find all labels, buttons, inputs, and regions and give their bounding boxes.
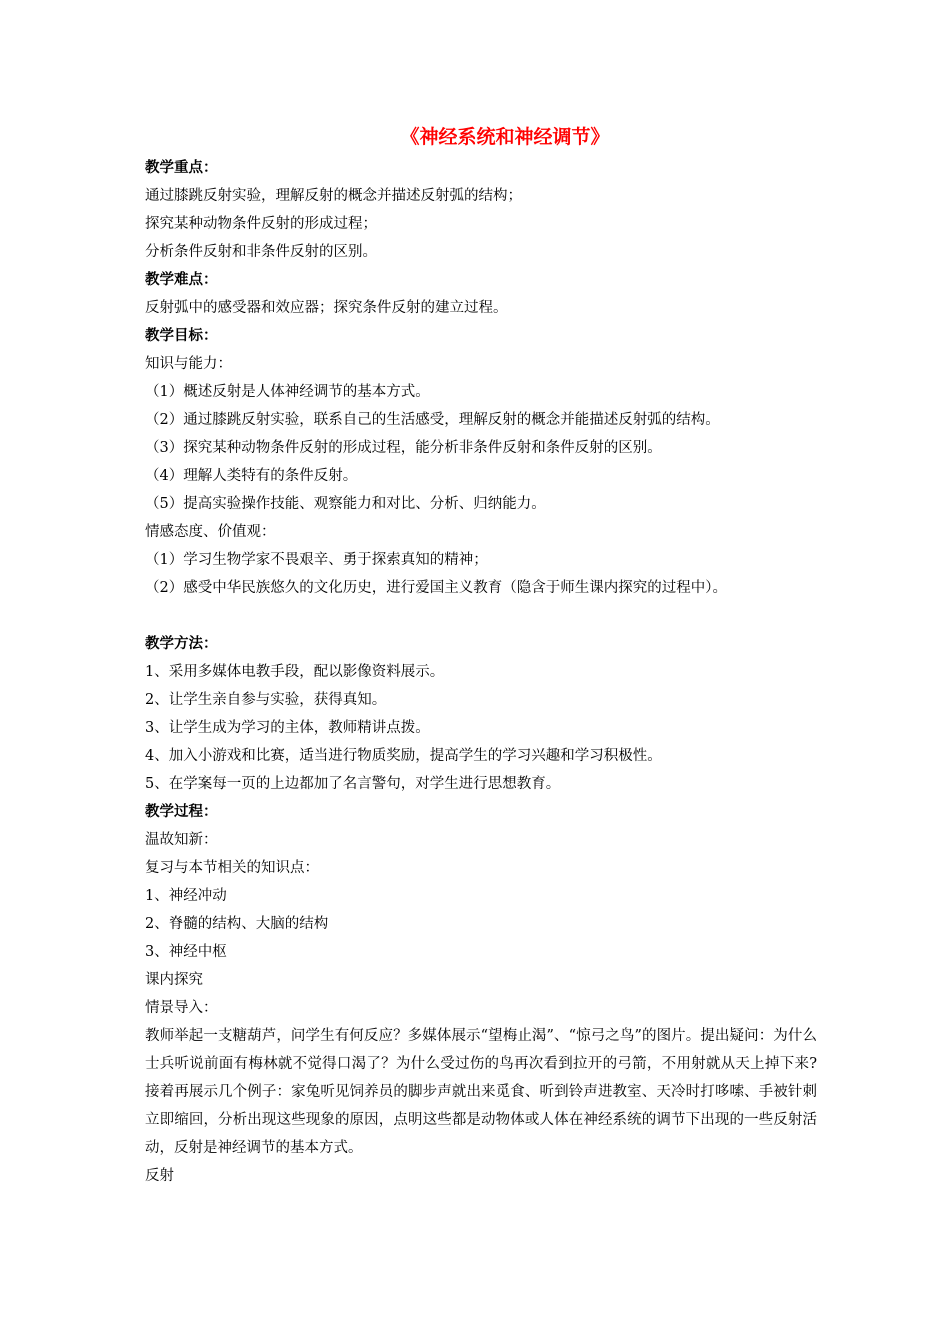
key-points-heading: 教学重点： <box>145 160 218 176</box>
objectives-subheading: 知识与能力： <box>145 356 232 372</box>
document-page <box>145 122 825 1190</box>
intro-paragraph: 教师举起一支糖葫芦，问学生有何反应？多媒体展示“望梅止渴”、“惊弓之鸟”的图片。提出疑问：为什么士兵听说前面有梅林就不觉得口渴了？为什么受过伤的鸟再次看到拉开的弓箭，不用射就从天上掉下来?接着再展示几个例子：家兔听见饲养员的脚步声就出来觅食、听到铃声进教室、天冷时打哆嗦、手被针刺立即缩回，分析出现这些现象的原因，点明这些都是动物体或人体在神经系统的调节下出现的一些反射活动，反射是神经调节的基本方式。 <box>145 1028 817 1156</box>
process-line: 3、神经中枢 <box>145 944 227 960</box>
key-point-line: 通过膝跳反射实验，理解反射的概念并描述反射弧的结构； <box>145 188 522 204</box>
method-line: 1、采用多媒体电教手段，配以影像资料展示。 <box>145 664 445 680</box>
process-line: 反射 <box>145 1168 174 1184</box>
process-line: 课内探究 <box>145 972 203 988</box>
methods-heading: 教学方法： <box>145 636 218 652</box>
method-line: 4、加入小游戏和比赛，适当进行物质奖励，提高学生的学习兴趣和学习积极性。 <box>145 748 662 764</box>
objective-line: （2）通过膝跳反射实验，联系自己的生活感受，理解反射的概念并能描述反射弧的结构。 <box>145 412 720 428</box>
process-line: 复习与本节相关的知识点： <box>145 860 319 876</box>
method-line: 3、让学生成为学习的主体，教师精讲点拨。 <box>145 720 430 736</box>
process-line: 1、神经冲动 <box>145 888 227 904</box>
objective-line: （1）概述反射是人体神经调节的基本方式。 <box>145 384 430 400</box>
blank-line <box>145 602 825 630</box>
process-line: 情景导入： <box>145 1000 218 1016</box>
key-point-line: 分析条件反射和非条件反射的区别。 <box>145 244 377 260</box>
process-heading: 教学过程： <box>145 804 218 820</box>
method-line: 2、让学生亲自参与实验，获得真知。 <box>145 692 387 708</box>
objectives-heading: 教学目标： <box>145 328 218 344</box>
objective-line: （3）探究某种动物条件反射的形成过程，能分析非条件反射和条件反射的区别。 <box>145 440 662 456</box>
method-line: 5、在学案每一页的上边都加了名言警句，对学生进行思想教育。 <box>145 776 561 792</box>
process-line: 2、脊髓的结构、大脑的结构 <box>145 916 329 932</box>
document-title: 《神经系统和神经调节》 <box>400 126 610 148</box>
difficulty-line: 反射弧中的感受器和效应器；探究条件反射的建立过程。 <box>145 300 508 316</box>
objective-line: （5）提高实验操作技能、观察能力和对比、分析、归纳能力。 <box>145 496 546 512</box>
difficulties-heading: 教学难点： <box>145 272 218 288</box>
objectives-subheading: 情感态度、价值观： <box>145 524 276 540</box>
objective-line: （4）理解人类特有的条件反射。 <box>145 468 358 484</box>
key-point-line: 探究某种动物条件反射的形成过程； <box>145 216 377 232</box>
objective-line: （2）感受中华民族悠久的文化历史，进行爱国主义教育（隐含于师生课内探究的过程中）。 <box>145 580 727 596</box>
objective-line: （1）学习生物学家不畏艰辛、勇于探索真知的精神； <box>145 552 488 568</box>
process-line: 温故知新： <box>145 832 218 848</box>
